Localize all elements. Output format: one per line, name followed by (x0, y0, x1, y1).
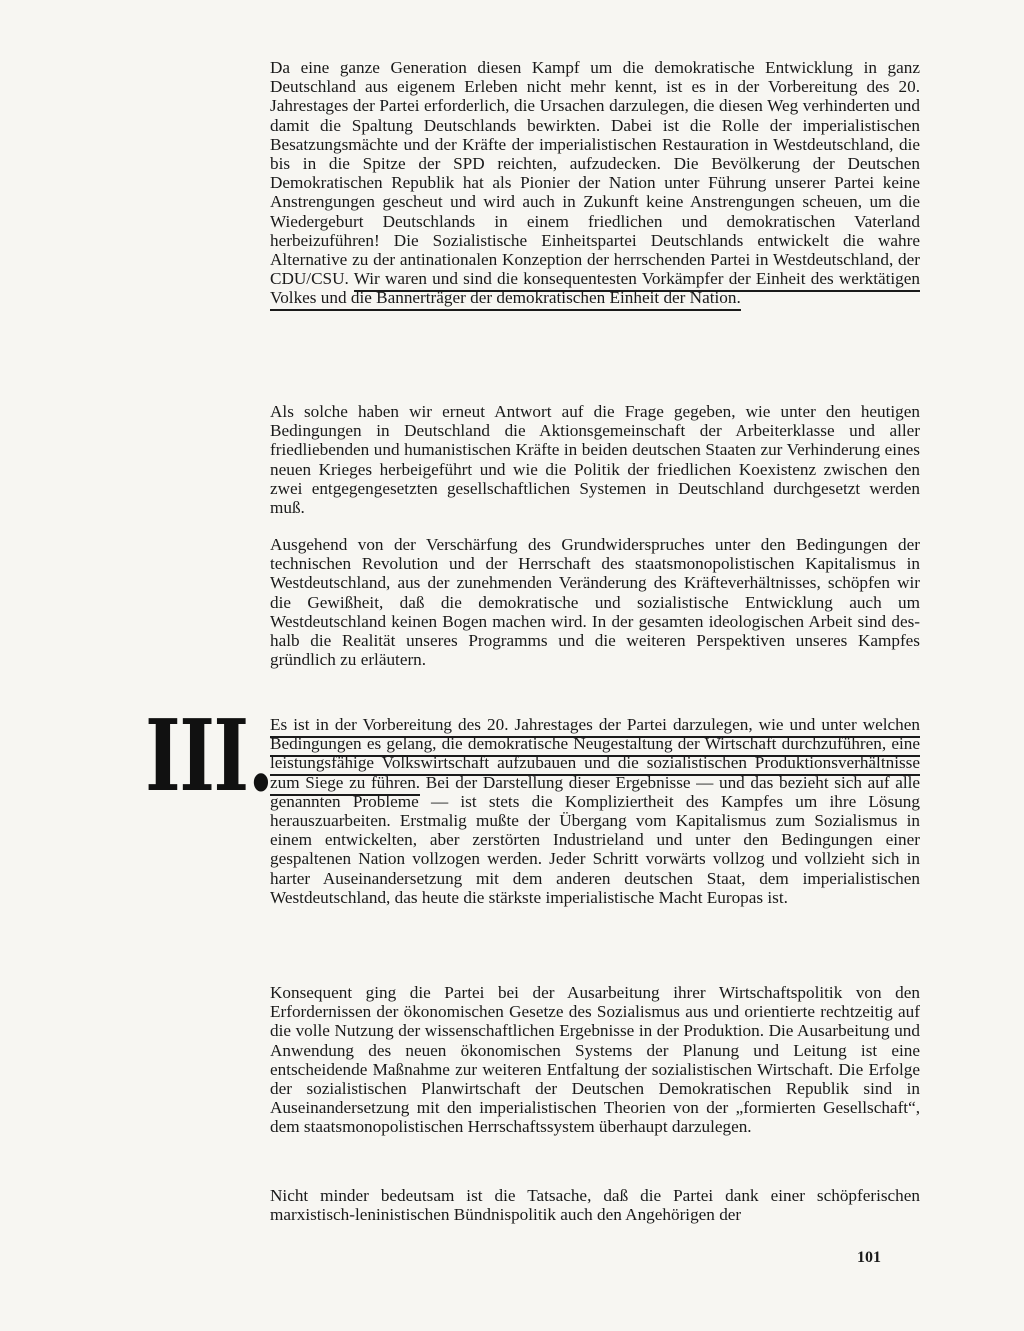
paragraph-1-text: Da eine ganze Generation diesen Kampf um die demokratische Entwicklung in ganz Deutschland aus eigenem Erleben nicht mehr kennt, ist es in der Vorbereitung des 20. Jahrestages der Partei erforderlich, die Ursachen darzulegen, die diesen Weg verhinderten und damit die Spaltung Deutschlands bewirkten. Dabei ist die Rolle der imperialistischen Besatzungsmächte und der Kräfte der imperialistischen Restauration in Westdeutschland, die bis in die Spitze der SPD reichten, aufzudecken. Die Bevölkerung der Deutschen Demokratischen Republik hat als Pionier der Nation unter Führung unserer Partei keine Anstrengungen gescheut und wird auch in Zukunft keine Anstrengungen scheuen, um die Wiedergeburt Deutschlands in einem friedlichen und demokratischen Vaterland herbeizuführen! Die Sozialistische Einheitspartei Deutschlands entwickelt die wahre Alternative zu der antinationalen Konzeption der herrschenden Partei in Westdeutschland, der CDU/CSU. (270, 58, 920, 289)
paragraph-6-text: Nicht minder bedeutsam ist die Tatsache, daß die Partei dank einer schöpferischen marxistisch-leninistischen Bündnispolitik auch den Angehörigen der (270, 1186, 920, 1225)
paragraph-6 (270, 1186, 920, 1224)
paragraph-3-text: Ausgehend von der Verschärfung des Grundwiderspruches unter den Bedingungen der technischen Revolution und der Herrschaft des staatsmonopolistischen Kapitalismus in Westdeutschland, aus der zunehmenden Veränderung des Kräfteverhältnisses, schöpfen wir die Gewißheit, daß die demokratische und sozialistische Entwicklung auch um Westdeutschland keinen Bogen machen wird. In der gesamten ideologischen Arbeit sind deshalb die Realität unseres Programms und die weiteren Perspektiven unseres Kampfes gründlich zu erläutern. (270, 535, 920, 670)
paragraph-2-text: Als solche haben wir erneut Antwort auf die Frage gegeben, wie unter den heutigen Bedingungen in Deutschland die Aktionsgemeinschaft der Arbeiterklasse und aller friedliebenden und humanistischen Kräfte in beiden deutschen Staaten zur Verhinderung eines neuen Krieges herbeigeführt und wie die Politik der friedlichen Koexistenz zwischen den zwei entgegengesetzten gesellschaftlichen Systemen in Deutschland durchgesetzt werden muß. (270, 402, 920, 518)
paragraph-2 (270, 402, 920, 517)
paragraph-3 (270, 535, 920, 669)
paragraph-5 (270, 983, 920, 1137)
paragraph-4-text: Bei der Darstellung dieser Ergebnisse — und das bezieht sich auf alle genannten Probleme — ist stets die Kompliziertheit des Kampfes um ihre Lösung herauszuarbeiten. Erstmalig mußte der Übergang vom Kapitalismus zum Sozialismus in einem entwickelten, aber zerstörten Industrieland und unter den Bedingungen einer gespaltenen Nation vollzogen werden. Jeder Schritt vorwärts vollzog und vollzieht sich in harter Auseinandersetzung mit dem anderen deutschen Staat, dem imperialistischen Westdeutschland, das heute die stärkste imperialistische Macht Europas ist. (270, 772, 921, 907)
paragraph-4-underlined-text: Es ist in der Vorbereitung des 20. Jahrestages der Partei darzulegen, wie und unter welchen Bedingungen es gelang, die demokratische Neugestaltung der Wirtschaft durchzuführen, eine leistungsfähige Volkswirtschaft aufzubauen und die sozialistischen Produktionsverhältnisse zum Siege zu führen. (270, 715, 920, 796)
paragraph-1 (270, 58, 920, 308)
page-number: 101 (857, 1249, 881, 1266)
paragraph-5-text: Konsequent ging die Partei bei der Ausarbeitung ihrer Wirtschaftspolitik von den Erfordernissen der ökonomischen Gesetze des Sozialismus aus und orientierte rechtzeitig auf die volle Nutzung der wissenschaftlichen Ergebnisse in der Produktion. Die Ausarbeitung und Anwendung des neuen ökonomischen Systems der Planung und Leitung ist eine entscheidende Maßnahme zur weiteren Entfaltung der sozialistischen Wirtschaft. Die Erfolge der sozialistischen Planwirtschaft der Deutschen Demokratischen Republik sind in Auseinandersetzung mit den imperialistischen Theorien von der „formierten Gesellschaft“, dem staatsmonopolistischen Herrschaftssystem überhaupt darzulegen. (270, 983, 920, 1137)
paragraph-4 (270, 715, 920, 907)
paragraph-1-underlined-text: Wir waren und sind die konsequentesten Vorkämpfer der Einheit des werktätigen Volkes und die Bannerträger der demokratischen Einheit der Nation. (270, 269, 920, 311)
section-numeral: III. (145, 699, 273, 814)
